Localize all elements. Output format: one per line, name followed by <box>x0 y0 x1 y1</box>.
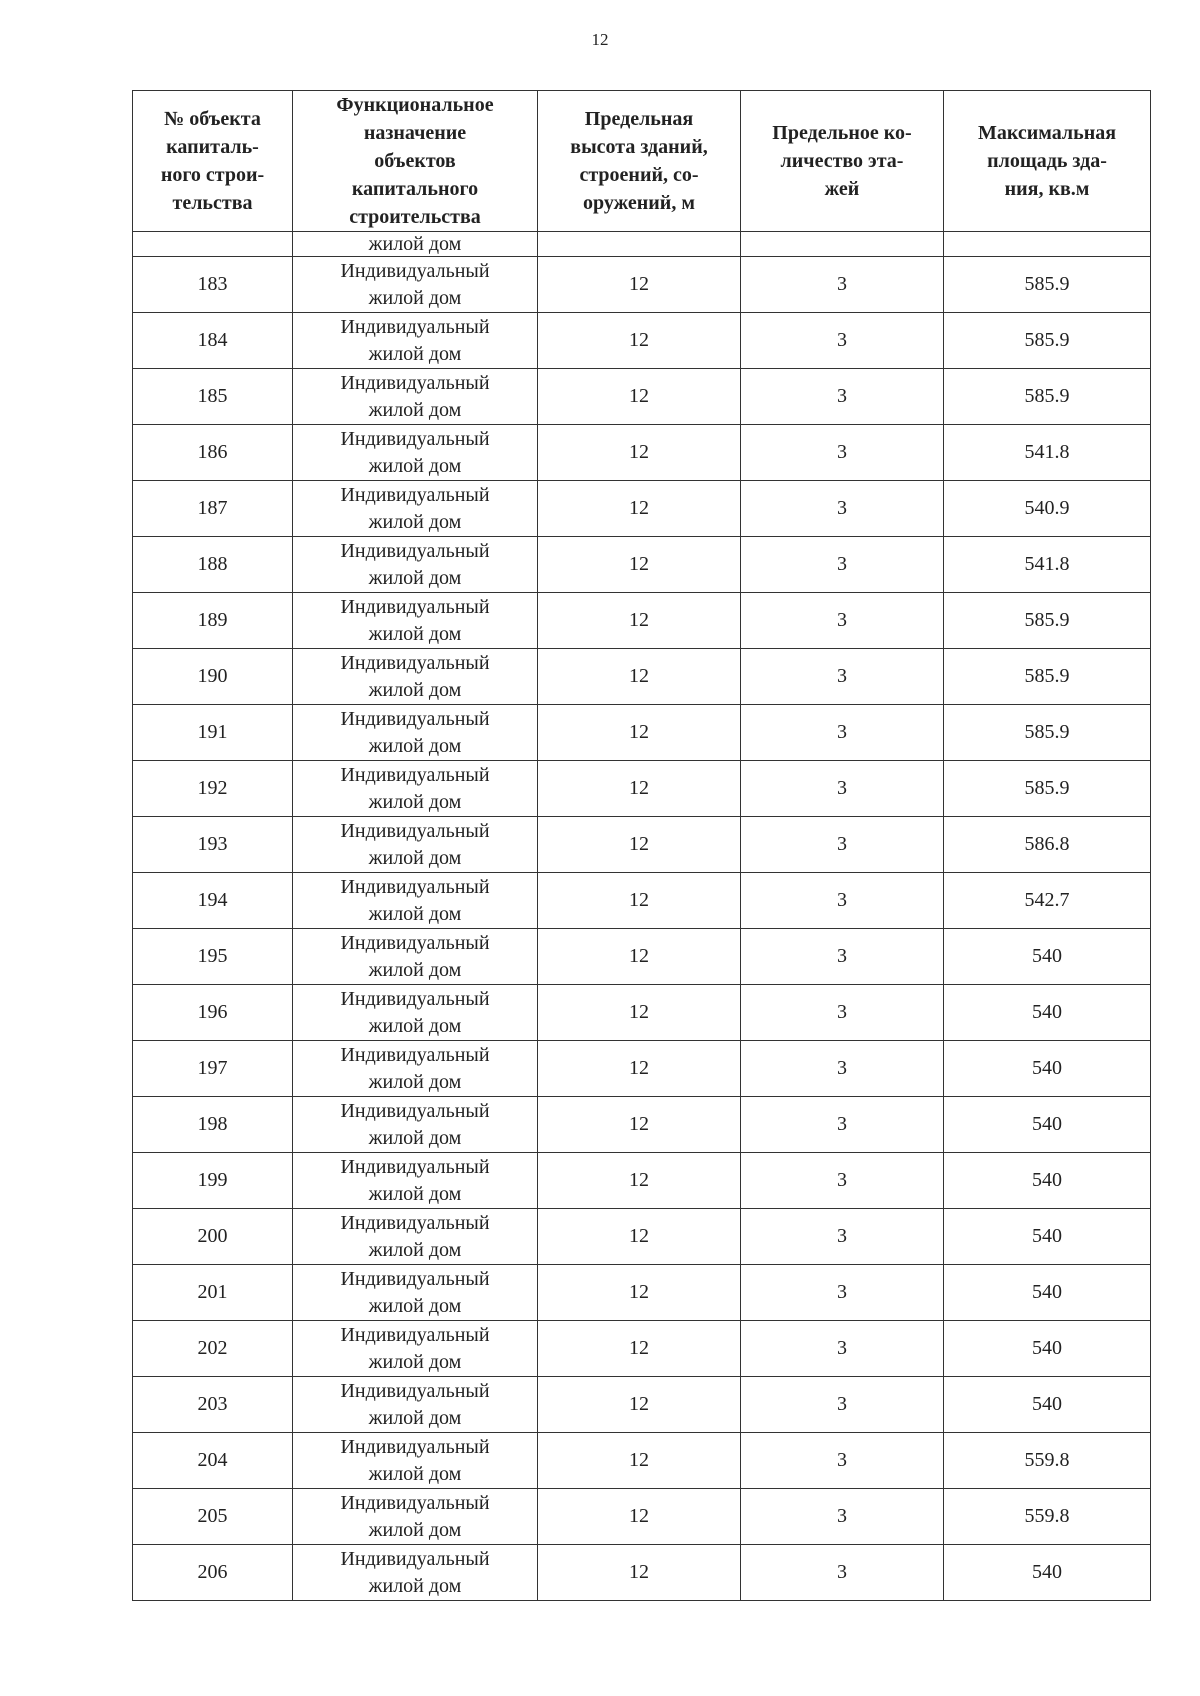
building-parameters-table <box>132 90 1151 1601</box>
cell-max-floors: 3 <box>741 761 944 817</box>
cell-max-floors: 3 <box>741 1377 944 1433</box>
function-line: жилой дом <box>368 286 462 309</box>
table-row <box>133 1153 1151 1209</box>
cell-function <box>293 705 538 761</box>
function-line: жилой дом <box>368 1462 462 1485</box>
function-line: жилой дом <box>368 1126 462 1149</box>
table-row <box>133 1545 1151 1601</box>
table-row <box>133 817 1151 873</box>
cell-max-area: 540 <box>944 1097 1151 1153</box>
cont-max-area <box>944 232 1151 257</box>
cell-max-floors: 3 <box>741 369 944 425</box>
header-max-height <box>538 91 741 232</box>
header-line: жей <box>824 178 860 200</box>
cell-max-height: 12 <box>538 1153 741 1209</box>
function-line: жилой дом <box>368 1182 462 1205</box>
function-line: Индивидуальный <box>340 1267 490 1290</box>
cell-object-number: 187 <box>133 481 293 537</box>
cell-max-area: 540 <box>944 985 1151 1041</box>
function-line: жилой дом <box>368 958 462 981</box>
header-line: оружений, м <box>583 192 695 214</box>
cell-max-height: 12 <box>538 1321 741 1377</box>
header-line: № объекта <box>164 108 261 130</box>
cell-max-floors: 3 <box>741 1209 944 1265</box>
cell-max-area: 585.9 <box>944 649 1151 705</box>
function-line: Индивидуальный <box>340 875 490 898</box>
function-line: Индивидуальный <box>340 1547 490 1570</box>
cell-max-floors: 3 <box>741 649 944 705</box>
function-line: жилой дом <box>368 902 462 925</box>
cell-max-floors: 3 <box>741 313 944 369</box>
cell-object-number: 194 <box>133 873 293 929</box>
cell-max-floors: 3 <box>741 1265 944 1321</box>
header-line: площадь зда- <box>987 150 1107 172</box>
cell-object-number: 184 <box>133 313 293 369</box>
table-row <box>133 537 1151 593</box>
cell-object-number: 195 <box>133 929 293 985</box>
cell-max-floors: 3 <box>741 1097 944 1153</box>
cell-function <box>293 1433 538 1489</box>
cell-object-number: 191 <box>133 705 293 761</box>
cont-object-number <box>133 232 293 257</box>
cell-function <box>293 873 538 929</box>
cell-max-area: 585.9 <box>944 313 1151 369</box>
cell-object-number: 186 <box>133 425 293 481</box>
function-line: Индивидуальный <box>340 651 490 674</box>
cell-function <box>293 1489 538 1545</box>
table-row <box>133 313 1151 369</box>
cell-max-height: 12 <box>538 1209 741 1265</box>
header-line: Предельное ко- <box>772 122 912 144</box>
table-row <box>133 705 1151 761</box>
function-line: Индивидуальный <box>340 1379 490 1402</box>
cell-max-floors: 3 <box>741 1489 944 1545</box>
cell-max-area: 559.8 <box>944 1489 1151 1545</box>
cell-max-height: 12 <box>538 481 741 537</box>
cell-max-height: 12 <box>538 817 741 873</box>
function-line: Индивидуальный <box>340 1491 490 1514</box>
cell-function <box>293 425 538 481</box>
cell-max-height: 12 <box>538 1097 741 1153</box>
function-line: Индивидуальный <box>340 259 490 282</box>
cell-max-height: 12 <box>538 929 741 985</box>
cell-function <box>293 1545 538 1601</box>
table-row <box>133 1433 1151 1489</box>
cell-max-floors: 3 <box>741 705 944 761</box>
function-line: жилой дом <box>368 1406 462 1429</box>
cell-max-height: 12 <box>538 761 741 817</box>
header-line: ния, кв.м <box>1004 178 1090 200</box>
cell-function <box>293 369 538 425</box>
header-line: объектов <box>374 150 456 172</box>
cell-function <box>293 593 538 649</box>
cell-function <box>293 1209 538 1265</box>
function-line: Индивидуальный <box>340 1323 490 1346</box>
cell-max-area: 540 <box>944 1041 1151 1097</box>
page-number: 12 <box>591 30 609 49</box>
table-row <box>133 649 1151 705</box>
function-line: Индивидуальный <box>340 427 490 450</box>
header-line: капиталь- <box>166 136 259 158</box>
table-row <box>133 873 1151 929</box>
cell-object-number: 192 <box>133 761 293 817</box>
table-row <box>133 929 1151 985</box>
cell-max-floors: 3 <box>741 817 944 873</box>
function-line: Индивидуальный <box>340 707 490 730</box>
cell-max-height: 12 <box>538 1041 741 1097</box>
table-row <box>133 593 1151 649</box>
cell-function <box>293 1097 538 1153</box>
cell-max-floors: 3 <box>741 425 944 481</box>
cont-function: жилой дом <box>293 232 538 257</box>
table-header-row <box>133 91 1151 232</box>
cell-max-height: 12 <box>538 369 741 425</box>
function-line: жилой дом <box>368 734 462 757</box>
header-line: личество эта- <box>780 150 904 172</box>
function-line: жилой дом <box>368 846 462 869</box>
cell-function <box>293 1041 538 1097</box>
function-line: жилой дом <box>368 342 462 365</box>
table-row <box>133 985 1151 1041</box>
cell-max-height: 12 <box>538 313 741 369</box>
cell-max-floors: 3 <box>741 257 944 313</box>
cell-object-number: 198 <box>133 1097 293 1153</box>
cell-function <box>293 481 538 537</box>
table-row <box>133 425 1151 481</box>
function-line: жилой дом <box>368 1350 462 1373</box>
function-line: жилой дом <box>368 622 462 645</box>
cell-max-area: 540 <box>944 1265 1151 1321</box>
function-line: Индивидуальный <box>340 483 490 506</box>
cell-max-area: 541.8 <box>944 537 1151 593</box>
header-function <box>293 91 538 232</box>
cell-object-number: 188 <box>133 537 293 593</box>
function-line: жилой дом <box>368 1014 462 1037</box>
cell-max-area: 540 <box>944 929 1151 985</box>
function-line: жилой дом <box>368 566 462 589</box>
cell-max-height: 12 <box>538 1489 741 1545</box>
cell-max-floors: 3 <box>741 1433 944 1489</box>
cell-function <box>293 649 538 705</box>
cell-max-height: 12 <box>538 1265 741 1321</box>
function-line: жилой дом <box>368 510 462 533</box>
cell-max-floors: 3 <box>741 537 944 593</box>
function-line: Индивидуальный <box>340 987 490 1010</box>
cell-object-number: 189 <box>133 593 293 649</box>
function-line: Индивидуальный <box>340 1435 490 1458</box>
table-body <box>133 232 1151 1601</box>
cell-max-area: 559.8 <box>944 1433 1151 1489</box>
cell-max-floors: 3 <box>741 1153 944 1209</box>
function-line: Индивидуальный <box>340 371 490 394</box>
cell-max-area: 540 <box>944 1321 1151 1377</box>
table-row <box>133 369 1151 425</box>
cont-max-floors <box>741 232 944 257</box>
cell-function <box>293 985 538 1041</box>
cell-function <box>293 817 538 873</box>
cell-max-area: 540 <box>944 1209 1151 1265</box>
cell-max-area: 540 <box>944 1153 1151 1209</box>
function-line: Индивидуальный <box>340 1155 490 1178</box>
cell-function <box>293 761 538 817</box>
cell-object-number: 193 <box>133 817 293 873</box>
function-line: жилой дом <box>368 1518 462 1541</box>
cell-max-floors: 3 <box>741 481 944 537</box>
cell-object-number: 183 <box>133 257 293 313</box>
cell-object-number: 203 <box>133 1377 293 1433</box>
cell-object-number: 206 <box>133 1545 293 1601</box>
cell-max-floors: 3 <box>741 985 944 1041</box>
cell-max-floors: 3 <box>741 1041 944 1097</box>
table-row <box>133 257 1151 313</box>
cell-object-number: 200 <box>133 1209 293 1265</box>
cell-max-floors: 3 <box>741 873 944 929</box>
table-row <box>133 1209 1151 1265</box>
header-line: строительства <box>349 206 481 228</box>
function-line: жилой дом <box>368 678 462 701</box>
cell-max-area: 542.7 <box>944 873 1151 929</box>
header-line: Предельная <box>584 108 694 130</box>
cell-function <box>293 257 538 313</box>
function-line: жилой дом <box>368 1238 462 1261</box>
function-line: жилой дом <box>368 398 462 421</box>
cell-max-height: 12 <box>538 985 741 1041</box>
cell-function <box>293 929 538 985</box>
header-line: высота зданий, <box>570 136 708 158</box>
cell-max-area: 586.8 <box>944 817 1151 873</box>
table-row <box>133 761 1151 817</box>
header-line: тельства <box>172 192 253 214</box>
function-line: Индивидуальный <box>340 595 490 618</box>
continuation-row <box>133 232 1151 257</box>
function-line: жилой дом <box>368 1574 462 1597</box>
cell-max-floors: 3 <box>741 593 944 649</box>
cell-function <box>293 1321 538 1377</box>
function-line: жилой дом <box>368 790 462 813</box>
cell-object-number: 204 <box>133 1433 293 1489</box>
function-line: Индивидуальный <box>340 819 490 842</box>
table-row <box>133 1041 1151 1097</box>
cell-max-height: 12 <box>538 649 741 705</box>
cell-max-area: 541.8 <box>944 425 1151 481</box>
cell-max-height: 12 <box>538 1377 741 1433</box>
header-line: ного строи- <box>160 164 265 186</box>
function-line: Индивидуальный <box>340 1211 490 1234</box>
function-line: Индивидуальный <box>340 539 490 562</box>
cell-max-floors: 3 <box>741 1545 944 1601</box>
header-line: капитального <box>351 178 479 200</box>
function-line: жилой дом <box>368 454 462 477</box>
cell-max-area: 540 <box>944 1545 1151 1601</box>
cell-max-area: 585.9 <box>944 369 1151 425</box>
cell-max-height: 12 <box>538 593 741 649</box>
header-line: строений, со- <box>579 164 699 186</box>
cell-max-height: 12 <box>538 1433 741 1489</box>
cell-object-number: 196 <box>133 985 293 1041</box>
table-row <box>133 1265 1151 1321</box>
header-line: назначение <box>363 122 467 144</box>
cell-max-area: 540.9 <box>944 481 1151 537</box>
cell-max-height: 12 <box>538 705 741 761</box>
cell-object-number: 197 <box>133 1041 293 1097</box>
cell-function <box>293 1153 538 1209</box>
cell-function <box>293 1377 538 1433</box>
header-max-area <box>944 91 1151 232</box>
cell-max-floors: 3 <box>741 1321 944 1377</box>
function-line: Индивидуальный <box>340 931 490 954</box>
cell-function <box>293 537 538 593</box>
cell-max-area: 585.9 <box>944 705 1151 761</box>
cell-max-height: 12 <box>538 873 741 929</box>
cell-function <box>293 313 538 369</box>
cell-max-height: 12 <box>538 257 741 313</box>
cell-object-number: 185 <box>133 369 293 425</box>
function-line: Индивидуальный <box>340 315 490 338</box>
cell-object-number: 202 <box>133 1321 293 1377</box>
table-row <box>133 1489 1151 1545</box>
table-row <box>133 1377 1151 1433</box>
function-line: Индивидуальный <box>340 1043 490 1066</box>
table-row <box>133 1321 1151 1377</box>
header-max-floors <box>741 91 944 232</box>
function-line: жилой дом <box>368 1294 462 1317</box>
function-line: Индивидуальный <box>340 1099 490 1122</box>
function-line: жилой дом <box>368 1070 462 1093</box>
cell-max-area: 585.9 <box>944 593 1151 649</box>
cell-max-area: 585.9 <box>944 761 1151 817</box>
cell-max-floors: 3 <box>741 929 944 985</box>
function-line: Индивидуальный <box>340 763 490 786</box>
cell-object-number: 201 <box>133 1265 293 1321</box>
cont-max-height <box>538 232 741 257</box>
cell-object-number: 199 <box>133 1153 293 1209</box>
cell-max-area: 540 <box>944 1377 1151 1433</box>
cell-max-area: 585.9 <box>944 257 1151 313</box>
table-row <box>133 1097 1151 1153</box>
cell-object-number: 190 <box>133 649 293 705</box>
cell-max-height: 12 <box>538 1545 741 1601</box>
cell-function <box>293 1265 538 1321</box>
header-object-number <box>133 91 293 232</box>
cell-max-height: 12 <box>538 425 741 481</box>
table-row <box>133 481 1151 537</box>
cell-object-number: 205 <box>133 1489 293 1545</box>
header-line: Максимальная <box>977 122 1117 144</box>
cell-max-height: 12 <box>538 537 741 593</box>
header-line: Функциональное <box>336 94 494 116</box>
